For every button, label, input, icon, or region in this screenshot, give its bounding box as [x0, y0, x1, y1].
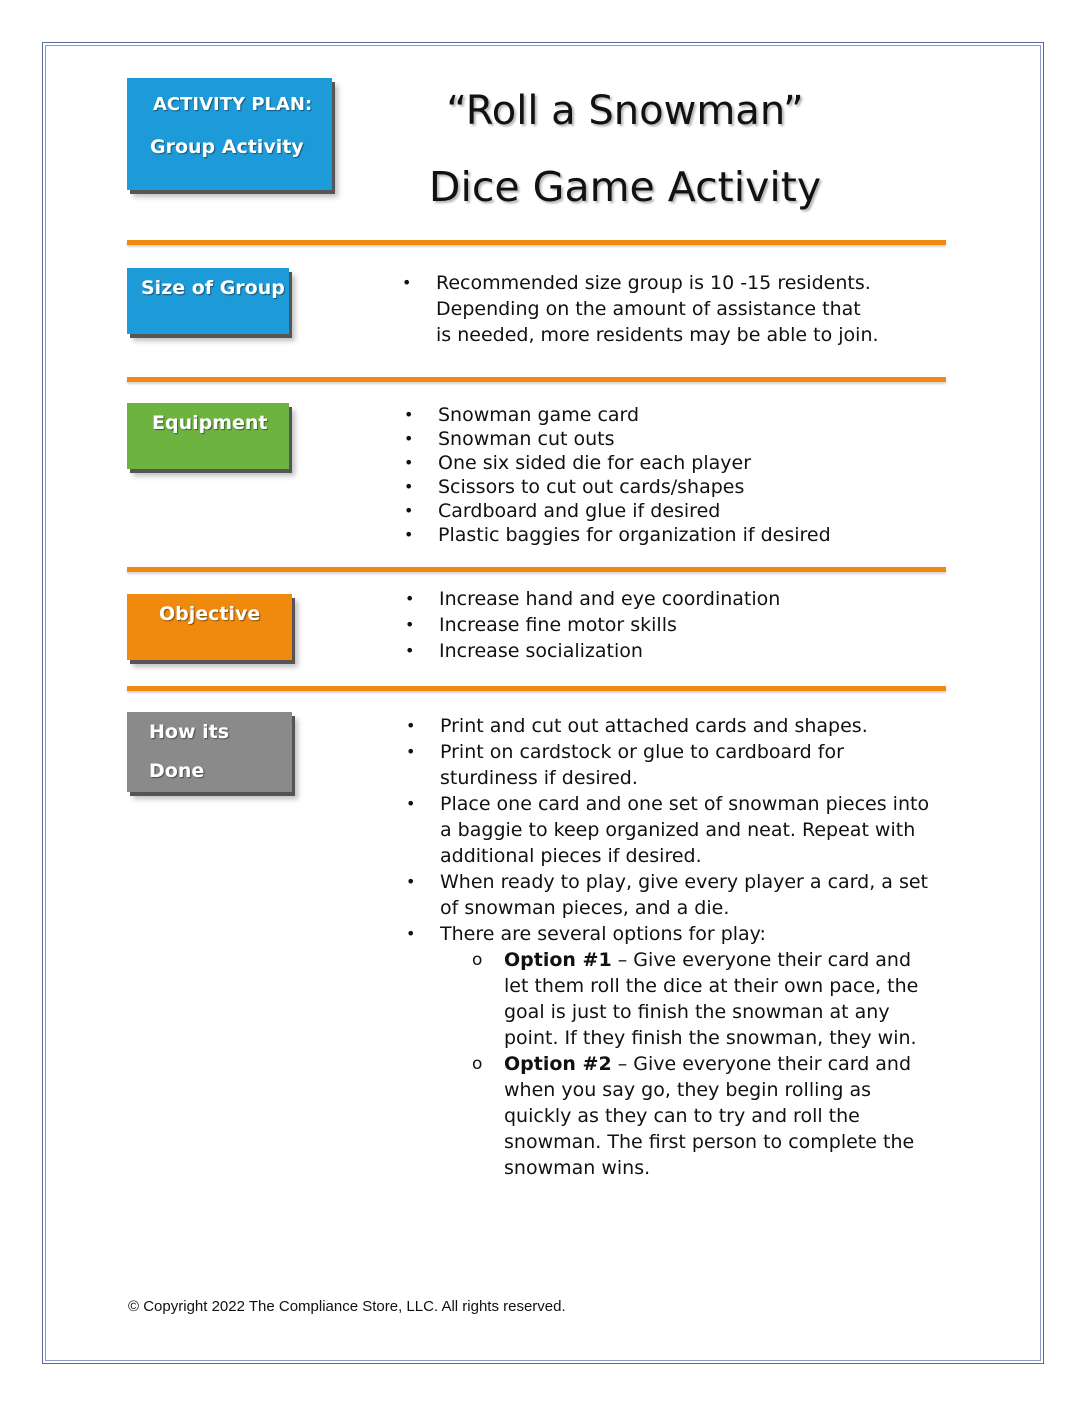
section-divider — [127, 240, 946, 245]
list-item: • When ready to play, give every player a card, a set of snowman pieces, and a die. — [404, 869, 932, 921]
copyright-footer: © Copyright 2022 The Compliance Store, LLC. All rights reserved. — [128, 1298, 566, 1315]
how-its-label: How its — [149, 721, 230, 743]
list-item: • Print and cut out attached cards and shapes. — [404, 713, 932, 739]
group-activity-label: Group Activity — [150, 136, 304, 158]
option-item — [472, 1051, 932, 1181]
option-text: – Give everyone their card and let them roll the dice at their own pace, the goal is just to finish the snowman at any point. If they finish the snowman, they win. — [504, 949, 919, 1049]
how-its-done-badge — [127, 712, 292, 792]
list-item: • Increase hand and eye coordination — [403, 586, 883, 612]
page-subtitle: Dice Game Activity — [428, 163, 822, 211]
list-item: • Increase socialization — [403, 638, 883, 664]
sub-bullet-marker: o — [472, 950, 483, 970]
list-item: • Recommended size group is 10 -15 residents. Depending on the amount of assistance that is needed, more residents may be able to join. — [400, 270, 880, 348]
equipment-label: Equipment — [152, 412, 268, 434]
list-item: • Snowman cut outs — [402, 427, 882, 451]
list-item: • Cardboard and glue if desired — [402, 499, 882, 523]
list-item: • Snowman game card — [402, 403, 882, 427]
option-text: – Give everyone their card and when you say go, they begin rolling as quickly as they can to try and roll the snowman. The first person to complete the snowman wins. — [504, 1053, 915, 1179]
objective-label: Objective — [159, 603, 261, 625]
equipment-list — [402, 403, 882, 547]
page-title: “Roll a Snowman” — [446, 88, 804, 134]
equipment-badge — [127, 403, 289, 469]
list-item: • There are several options for play: — [404, 921, 932, 947]
section-divider — [127, 377, 946, 382]
activity-plan-label: ACTIVITY PLAN: — [153, 94, 313, 115]
objective-list — [403, 586, 883, 664]
how-its-done-list — [404, 713, 932, 1181]
list-item: • Increase fine motor skills — [403, 612, 883, 638]
option-name: Option #2 — [504, 1053, 612, 1075]
objective-badge — [127, 594, 292, 660]
sub-bullet-marker: o — [472, 1054, 483, 1074]
activity-plan-badge — [127, 78, 332, 190]
list-item: • One six sided die for each player — [402, 451, 882, 475]
list-item: • Place one card and one set of snowman pieces into a baggie to keep organized and neat. Repeat with additional pieces if desired. — [404, 791, 932, 869]
size-of-group-badge — [127, 268, 289, 334]
list-item: • Print on cardstock or glue to cardboard for sturdiness if desired. — [404, 739, 932, 791]
options-list — [440, 947, 932, 1181]
section-divider — [127, 686, 946, 691]
size-of-group-label: Size of Group — [141, 277, 285, 299]
section-divider — [127, 567, 946, 572]
size-of-group-list — [400, 270, 880, 348]
option-name: Option #1 — [504, 949, 612, 971]
options-container — [404, 947, 932, 1181]
list-item: • Plastic baggies for organization if desired — [402, 523, 882, 547]
list-item: • Scissors to cut out cards/shapes — [402, 475, 882, 499]
option-item — [472, 947, 932, 1051]
done-label: Done — [149, 760, 205, 782]
